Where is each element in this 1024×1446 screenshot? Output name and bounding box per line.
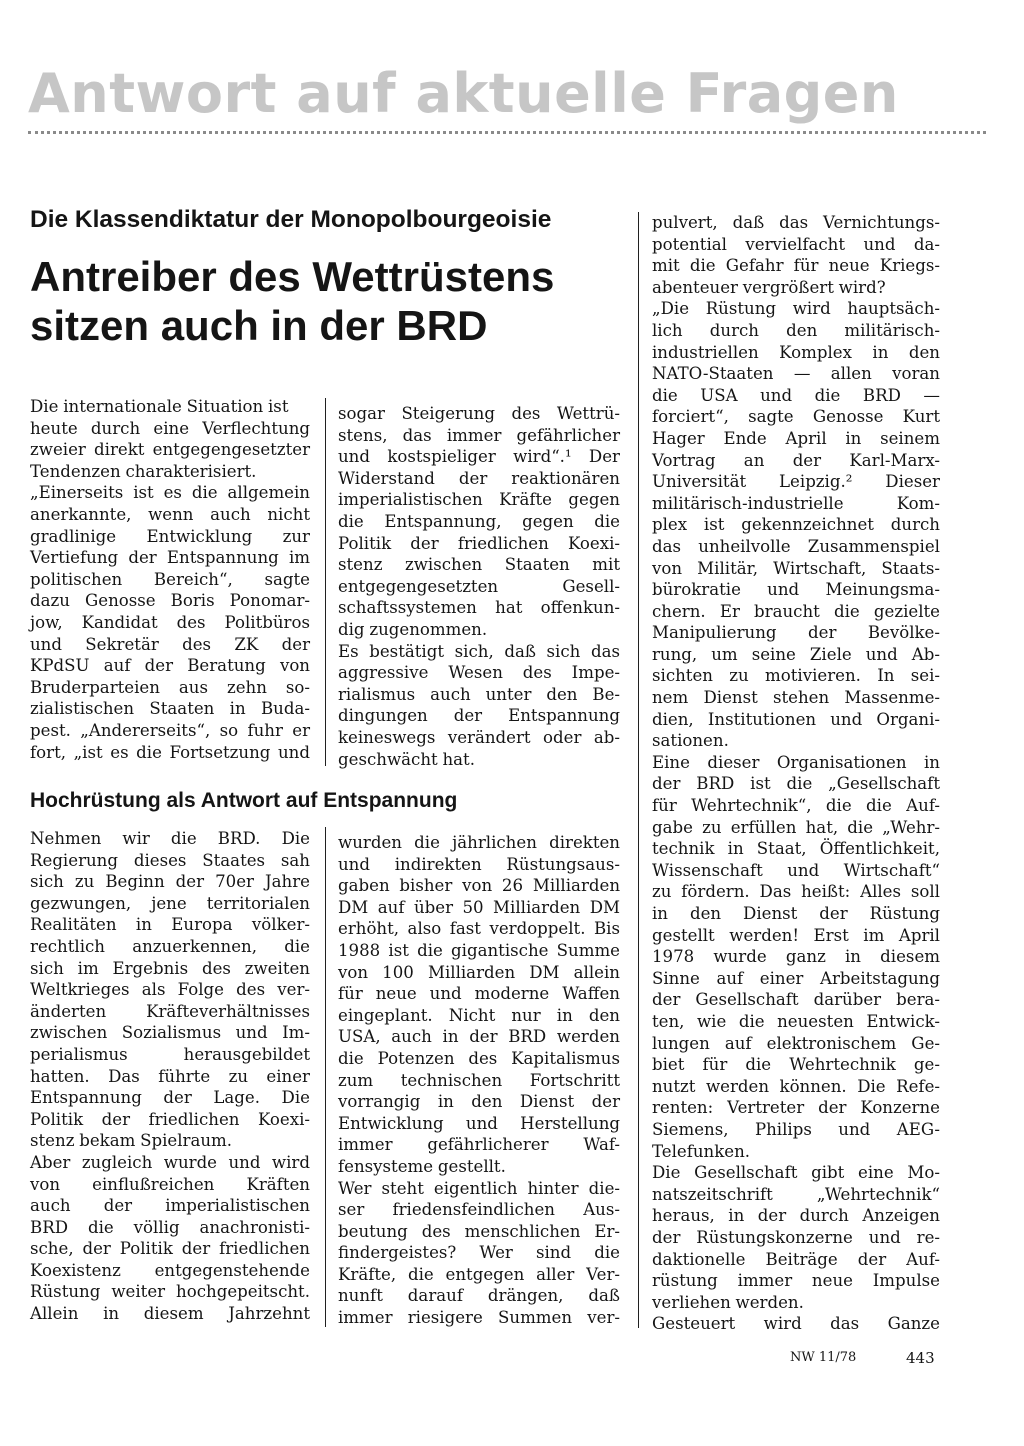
text-line: militärisch-industrielle Kom-: [652, 493, 940, 513]
section-subheading: Hochrüstung als Antwort auf Entspannung: [30, 789, 458, 812]
text-line: immer riesigere Summen ver-: [338, 1308, 620, 1328]
headline-line: sitzen auch in der BRD: [30, 302, 488, 349]
text-line: für Wehrtechnik“, die die Auf-: [652, 796, 940, 816]
text-line: vorrangig in den Dienst der: [338, 1092, 620, 1112]
text-line: rechtlich anzuerkennen, die: [30, 936, 310, 956]
text-line: fensysteme gestellt.: [338, 1156, 506, 1176]
text-line: gaben bisher von 26 Milliarden: [338, 876, 620, 896]
text-line: in den Dienst der Rüstung: [652, 904, 940, 923]
text-line: Wer steht eigentlich hinter die-: [338, 1178, 620, 1198]
text-line: imperialistischen Kräfte gegen: [338, 490, 620, 510]
text-line: stenz zwischen Staaten mit: [338, 555, 620, 575]
text-line: natszeitschrift „Wehrtechnik“: [652, 1184, 940, 1204]
text-line: Politik der friedlichen Koexi-: [338, 533, 620, 553]
text-line: rüstung immer neue Impulse: [652, 1271, 940, 1291]
text-line: Kräfte, die entgegen aller Ver-: [338, 1264, 620, 1284]
text-line: erhöht, also fast verdoppelt. Bis: [338, 919, 620, 939]
column-1-lower: [30, 828, 310, 1325]
text-line: jow, Kandidat des Politbüros: [30, 612, 310, 632]
text-line: eingeplant. Nicht nur in den: [338, 1005, 620, 1025]
text-line: USA, auch in der BRD werden: [338, 1027, 620, 1047]
column-3: [652, 212, 940, 1335]
text-line: schaftssystemen hat offenkun-: [338, 598, 620, 618]
text-line: der Gesellschaft darüber bera-: [652, 990, 940, 1010]
text-line: NATO-Staaten — allen voran: [652, 364, 940, 384]
text-line: stenz bekam Spielraum.: [30, 1131, 233, 1151]
text-line: dien, Institutionen und Organi-: [652, 709, 940, 729]
text-line: forciert“, sagte Genosse Kurt: [652, 407, 940, 427]
text-line: beutung des menschlichen Er-: [338, 1221, 620, 1241]
text-line: abenteuer vergrößert wird?: [652, 277, 886, 297]
text-line: immer gefährlicherer Waf-: [338, 1135, 620, 1155]
text-line: sichten zu motivieren. In sei-: [652, 666, 940, 686]
text-line: sogar Steigerung des Wettrü-: [338, 404, 620, 423]
text-line: änderten Kräfteverhältnisses: [30, 1001, 310, 1021]
text-line: mit die Gefahr für neue Kriegs-: [652, 256, 940, 276]
text-line: BRD die völlig anachronisti-: [30, 1217, 310, 1237]
text-line: zweier direkt entgegengesetzter: [30, 440, 310, 460]
text-line: geschwächt hat.: [338, 749, 475, 769]
text-line: die USA und die BRD —: [652, 385, 940, 405]
text-line: das unheilvolle Zusammenspiel: [652, 536, 940, 556]
text-line: Vertiefung der Entspannung im: [30, 548, 310, 568]
text-line: auch der imperialistischen: [30, 1196, 310, 1216]
text-line: Rüstung weiter hochgepeitscht.: [30, 1282, 310, 1302]
text-line: industriellen Komplex in den: [652, 342, 940, 362]
text-line: Siemens, Philips und AEG-: [652, 1119, 940, 1139]
text-line: gabe zu erfüllen hat, die „Wehr-: [652, 817, 940, 837]
text-line: sich im Ergebnis des zweiten: [30, 958, 310, 978]
text-line: lich durch den militärisch-: [652, 320, 940, 340]
text-line: Es bestätigt sich, daß sich das: [338, 641, 620, 661]
text-line: sche, der Politik der friedlichen: [30, 1239, 310, 1259]
text-line: lungen auf elektronischem Ge-: [652, 1033, 940, 1053]
text-line: 1978 wurde ganz in diesem: [652, 947, 940, 967]
text-line: Gesteuert wird das Ganze: [652, 1314, 940, 1334]
column-2-upper: [338, 403, 620, 770]
text-line: Entwicklung und Herstellung: [338, 1113, 620, 1133]
text-line: dig zugenommen.: [338, 619, 488, 639]
text-line: heraus, in der durch Anzeigen: [652, 1206, 940, 1226]
text-line: der Rüstungskonzerne und re-: [652, 1227, 940, 1247]
text-line: chern. Er braucht die gezielte: [652, 601, 940, 621]
text-line: ten, wie die neuesten Entwick-: [652, 1011, 940, 1031]
text-line: gestellt werden! Erst im April: [652, 925, 940, 945]
text-line: pulvert, daß das Vernichtungs-: [652, 213, 940, 232]
text-line: Sinne auf einer Arbeitstagung: [652, 968, 940, 988]
text-line: Telefunken.: [652, 1141, 751, 1161]
column-2-lower: [338, 832, 620, 1329]
text-line: Vortrag an der Karl-Marx-: [652, 450, 940, 470]
text-line: plex ist gekennzeichnet durch: [652, 515, 940, 535]
text-line: keineswegs verändert oder ab-: [338, 727, 620, 747]
text-line: Weltkrieges als Folge des ver-: [30, 980, 310, 1000]
text-line: aggressive Wesen des Impe-: [338, 663, 620, 683]
text-line: Widerstand der reaktionären: [338, 468, 620, 488]
text-line: DM auf über 50 Milliarden DM: [338, 897, 620, 917]
column-divider: [638, 212, 639, 1328]
text-line: renten: Vertreter der Konzerne: [652, 1098, 940, 1118]
text-line: für neue und moderne Waffen: [338, 984, 620, 1004]
text-line: stens, das immer gefährlicher: [338, 425, 620, 445]
article-headline: [30, 252, 554, 350]
text-line: Hager Ende April in seinem: [652, 428, 940, 448]
text-line: nem Dienst stehen Massenme-: [652, 688, 940, 708]
headline-line: Antreiber des Wettrüstens: [30, 253, 555, 300]
text-line: technik in Staat, Öffentlichkeit,: [652, 839, 940, 859]
text-line: ser friedensfeindlichen Aus-: [338, 1200, 620, 1220]
text-line: und kostspieliger wird“.¹ Der: [338, 447, 620, 467]
text-line: der BRD ist die „Gesellschaft: [652, 774, 940, 794]
text-line: Universität Leipzig.² Dieser: [652, 472, 940, 492]
text-line: gezwungen, jene territorialen: [30, 893, 310, 913]
page-number: 443: [906, 1349, 935, 1367]
text-line: Aber zugleich wurde und wird: [30, 1152, 310, 1172]
text-line: KPdSU auf der Beratung von: [30, 656, 310, 676]
text-line: die Entspannung, gegen die: [338, 511, 620, 531]
text-line: rung, um seine Ziele und Ab-: [652, 644, 940, 664]
text-line: verliehen werden.: [652, 1292, 804, 1312]
text-line: Politik der friedlichen Koexi-: [30, 1109, 310, 1129]
text-line: Manipulierung der Bevölke-: [652, 623, 940, 643]
text-line: dingungen der Entspannung: [338, 706, 620, 726]
text-line: daktionelle Beiträge der Auf-: [652, 1249, 940, 1269]
text-line: bürokratie und Meinungsma-: [652, 580, 940, 600]
text-line: rialismus auch unter den Be-: [338, 684, 620, 704]
text-line: sationen.: [652, 731, 729, 751]
text-line: findergeistes? Wer sind die: [338, 1243, 620, 1263]
text-line: anerkannte, wenn auch nicht: [30, 504, 310, 524]
text-line: und indirekten Rüstungsaus-: [338, 854, 620, 874]
text-line: dazu Genosse Boris Ponomar-: [30, 591, 310, 611]
issue-label: NW 11/78: [790, 1350, 857, 1365]
text-line: von Militär, Wirtschaft, Staats-: [652, 558, 940, 578]
text-line: zum technischen Fortschritt: [338, 1070, 620, 1090]
text-line: nunft darauf drängen, daß: [338, 1286, 620, 1306]
text-line: Die Gesellschaft gibt eine Mo-: [652, 1163, 940, 1183]
text-line: hatten. Das führte zu einer: [30, 1066, 310, 1086]
text-line: und Sekretär des ZK der: [30, 634, 310, 654]
text-line: pest. „Andererseits“, so fuhr er: [30, 720, 310, 740]
text-line: Die internationale Situation ist: [30, 397, 289, 416]
text-line: zialistischen Staaten in Buda-: [30, 699, 310, 719]
text-line: Realitäten in Europa völker-: [30, 915, 310, 935]
text-line: Tendenzen charakterisiert.: [30, 461, 257, 481]
text-line: Nehmen wir die BRD. Die: [30, 829, 310, 848]
text-line: Regierung dieses Staates sah: [30, 850, 310, 870]
text-line: „Einerseits ist es die allgemein: [30, 483, 310, 503]
text-line: „Die Rüstung wird hauptsäch-: [652, 299, 940, 319]
text-line: perialismus herausgebildet: [30, 1044, 310, 1064]
text-line: zwischen Sozialismus und Im-: [30, 1023, 310, 1043]
text-line: biet für die Wehrtechnik ge-: [652, 1055, 940, 1075]
text-line: 1988 ist die gigantische Summe: [338, 940, 620, 960]
text-line: politischen Bereich“, sagte: [30, 569, 310, 589]
text-line: zu fördern. Das heißt: Alles soll: [652, 882, 940, 902]
text-line: Eine dieser Organisationen in: [652, 752, 940, 772]
text-line: gradlinige Entwicklung zur: [30, 526, 310, 546]
rubric-divider: [28, 131, 986, 134]
text-line: heute durch eine Verflechtung: [30, 418, 310, 438]
section-rubric: Antwort auf aktuelle Fragen: [28, 62, 899, 125]
text-line: Entspannung der Lage. Die: [30, 1088, 310, 1108]
text-line: Bruderparteien aus zehn so-: [30, 677, 310, 697]
article-kicker: Die Klassendiktatur der Monopolbourgeoisie: [30, 206, 552, 233]
text-line: Allein in diesem Jahrzehnt: [30, 1304, 310, 1324]
text-line: sich zu Beginn der 70er Jahre: [30, 872, 310, 892]
text-line: fort, „ist es die Fortsetzung und: [30, 742, 310, 762]
text-line: Wissenschaft und Wirtschaft“: [652, 860, 940, 880]
text-line: von einflußreichen Kräften: [30, 1174, 310, 1194]
text-line: wurden die jährlichen direkten: [338, 833, 620, 852]
text-line: von 100 Milliarden DM allein: [338, 962, 620, 982]
text-line: die Potenzen des Kapitalismus: [338, 1048, 620, 1068]
text-line: Koexistenz entgegenstehende: [30, 1260, 310, 1280]
column-divider: [325, 398, 326, 766]
column-divider: [325, 827, 326, 1327]
text-line: entgegengesetzten Gesell-: [338, 576, 620, 596]
text-line: potential vervielfacht und da-: [652, 234, 940, 254]
text-line: nutzt werden können. Die Refe-: [652, 1076, 940, 1096]
column-1-upper: [30, 396, 310, 763]
